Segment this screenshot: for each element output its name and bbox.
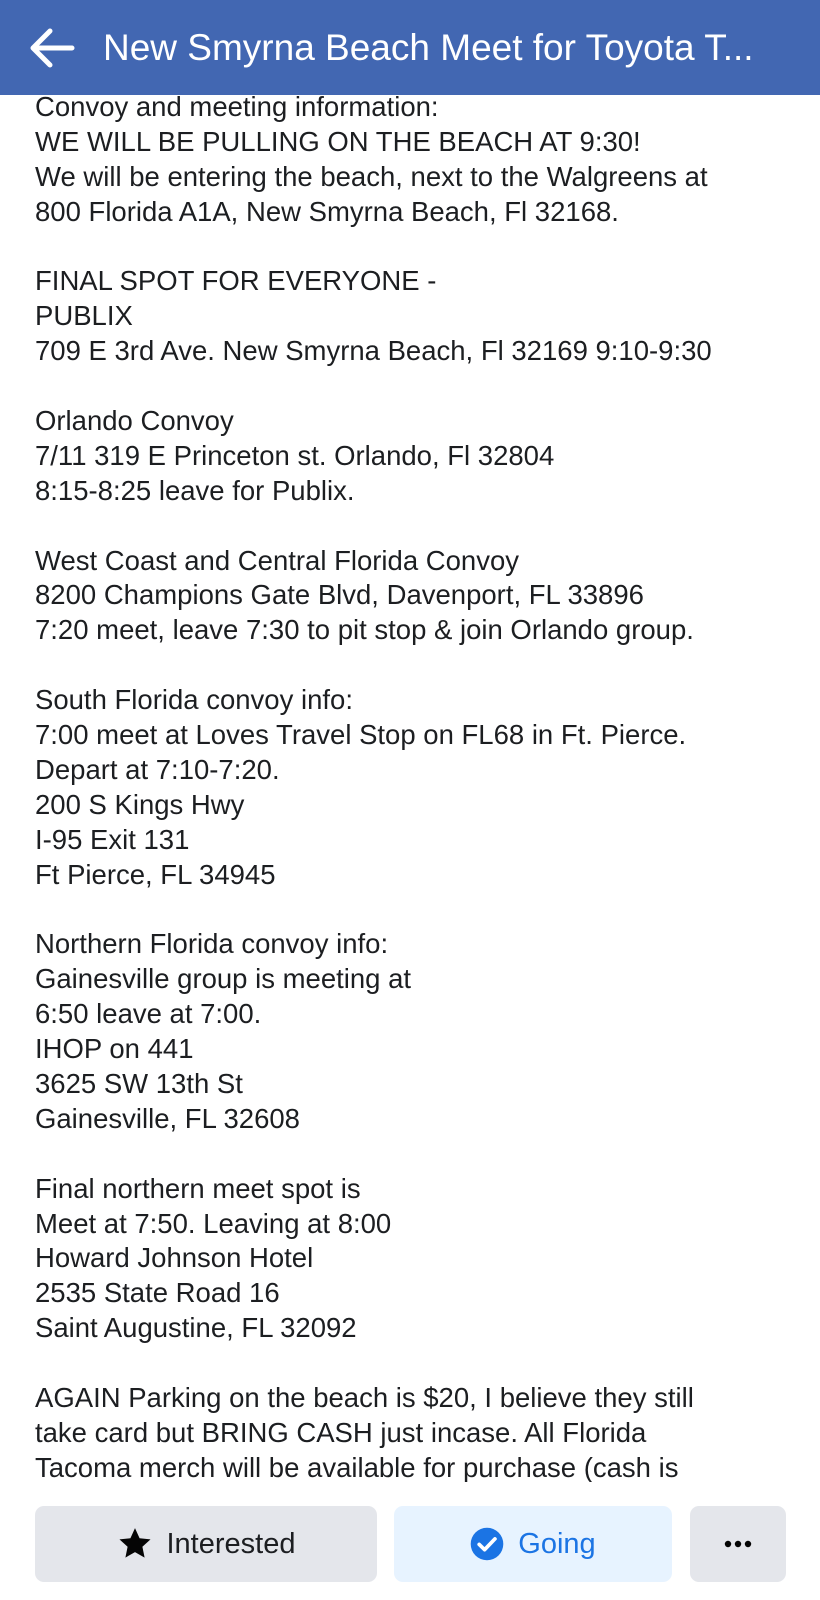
event-action-bar [0,1482,820,1600]
going-label: Going [518,1527,596,1560]
interested-label: Interested [166,1527,296,1560]
page-title: New Smyrna Beach Meet for Toyota T... [103,27,754,68]
description-line: 7/11 319 E Princeton st. Orlando, Fl 32804 [35,439,555,471]
going-button[interactable] [394,1506,672,1582]
description-line: Ft Pierce, FL 34945 [35,858,276,890]
more-options-button[interactable] [690,1506,786,1582]
description-line: South Florida convoy info: [35,684,353,716]
description-line: AGAIN Parking on the beach is $20, I believe they still [35,1381,694,1413]
description-line: WE WILL BE PULLING ON THE BEACH AT 9:30! [35,125,641,157]
description-line: IHOP on 441 [35,1033,194,1065]
description-line: I-95 Exit 131 [35,823,190,855]
description-line: FINAL SPOT FOR EVERYONE - [35,265,437,297]
description-line: PUBLIX [35,300,133,332]
description-line: Gainesville group is meeting at [35,963,412,995]
description-line: 8200 Champions Gate Blvd, Davenport, FL 33896 [35,579,644,611]
description-line: 2535 State Road 16 [35,1277,280,1309]
paragraph-spacer [35,892,805,927]
event-description [35,90,805,1482]
interested-button[interactable] [35,1506,377,1582]
paragraph-spacer [35,1346,805,1381]
description-line: We will be entering the beach, next to the Walgreens at [35,160,708,192]
description-line: Final northern meet spot is [35,1172,361,1204]
description-line: 709 E 3rd Ave. New Smyrna Beach, Fl 32169 9:10-9:30 [35,335,712,367]
more-icon [724,1540,752,1548]
top-app-bar [0,0,820,95]
description-line: 7:20 meet, leave 7:30 to pit stop & join Orlando group. [35,614,694,646]
paragraph-spacer [35,369,805,404]
description-line: West Coast and Central Florida Convoy [35,544,520,576]
check-circle-icon [470,1527,504,1561]
paragraph-spacer [35,1137,805,1172]
description-line: 6:50 leave at 7:00. [35,998,262,1030]
description-line: Depart at 7:10-7:20. [35,753,280,785]
description-line: 800 Florida A1A, New Smyrna Beach, Fl 32168. [35,195,619,227]
description-line: 7:00 meet at Loves Travel Stop on FL68 in Ft. Pierce. [35,719,687,751]
description-line: Tacoma merch will be available for purchase (cash is [35,1451,679,1482]
description-line: 200 S Kings Hwy [35,788,245,820]
description-line: Northern Florida convoy info: [35,928,389,960]
description-line: Saint Augustine, FL 32092 [35,1312,357,1344]
paragraph-spacer [35,509,805,544]
description-line: Meet at 7:50. Leaving at 8:00 [35,1207,392,1239]
description-line: take card but BRING CASH just incase. All Florida [35,1416,647,1448]
description-line: Convoy and meeting information: [35,91,439,122]
paragraph-spacer [35,648,805,683]
back-button[interactable] [26,22,78,74]
description-line: Gainesville, FL 32608 [35,1102,300,1134]
description-line: Howard Johnson Hotel [35,1242,314,1274]
star-icon [117,1527,153,1561]
arrow-left-icon [29,28,75,68]
description-line: 3625 SW 13th St [35,1067,243,1099]
description-line: 8:15-8:25 leave for Publix. [35,474,355,506]
description-line: Orlando Convoy [35,405,234,437]
paragraph-spacer [35,230,805,265]
